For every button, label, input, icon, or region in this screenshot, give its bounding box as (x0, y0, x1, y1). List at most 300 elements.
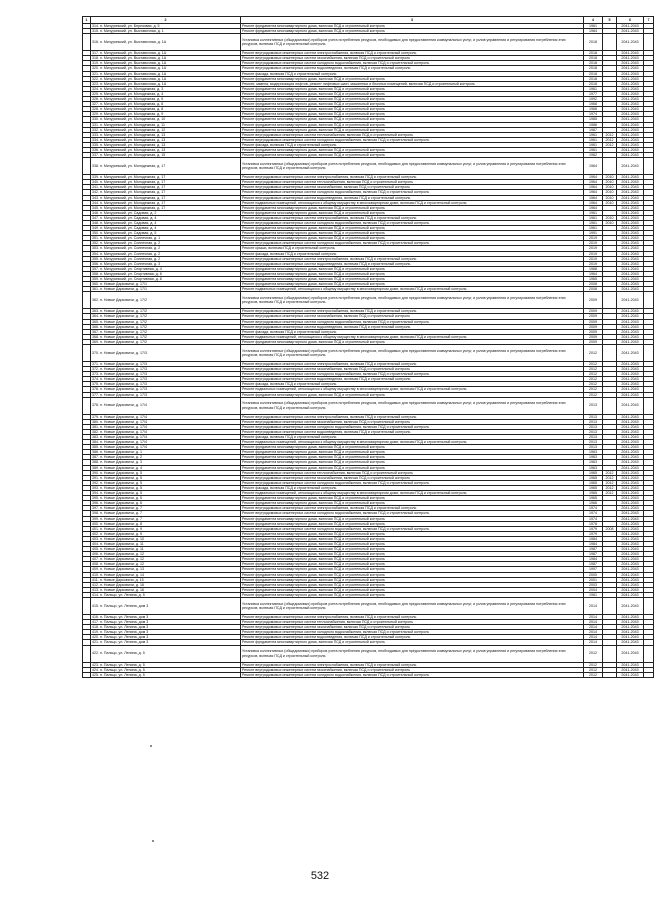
address-cell: 329. п. Мичуринский, ул. Молодежная, д. 9 (91, 112, 241, 117)
address-cell: 354. п. Мичуринский, ул. Солнечная, д. 2 (91, 251, 241, 256)
address-cell: 387. п. Новые Дарковичи, д. 2 (91, 455, 241, 460)
row-marker (83, 397, 91, 414)
build-year-cell: 2012 (584, 382, 603, 387)
address-cell: 331. п. Мичуринский, ул. Молодежная, д. 11 (91, 122, 241, 127)
work-type-cell: Ремонт фундамента многоквартирного дома, включая ПСД и строительный контроль (241, 24, 584, 29)
planned-period-cell: 2041-2043 (617, 414, 644, 419)
planned-period-cell: 2041-2043 (617, 506, 644, 511)
empty-cell (644, 158, 654, 175)
build-year-cell: 1961 (584, 137, 603, 142)
build-year-cell: 1965 (584, 491, 603, 496)
work-type-cell: Ремонт фундамента многоквартирного дома, включая ПСД и строительный контроль (241, 102, 584, 107)
work-type-cell: Ремонт фасада, включая ПСД и строительный контроль (241, 251, 584, 256)
work-type-cell: Ремонт внутридомовых инженерных систем газоснабжения, включая ПСД и строительный контроль (241, 185, 584, 190)
work-type-cell: Ремонт фундамента многоквартирного дома, включая ПСД и строительный контроль (241, 541, 584, 546)
planned-period-cell: 2041-2043 (617, 557, 644, 562)
last-repair-year-cell: 2010 (603, 221, 617, 226)
work-type-cell: Ремонт внутридомовых инженерных систем холодного водоснабжения, включая ПСД и строительный контроль (241, 424, 584, 429)
planned-period-cell: 2041-2043 (617, 221, 644, 226)
last-repair-year-cell (603, 158, 617, 175)
scan-speck (150, 745, 152, 747)
last-repair-year-cell: 2010 (603, 200, 617, 205)
planned-period-cell: 2041-2043 (617, 392, 644, 397)
address-cell: 395. п. Новые Дарковичи, д. 5 (91, 496, 241, 501)
work-type-cell: Ремонт фундамента многоквартирного дома, включая ПСД и строительный контроль (241, 392, 584, 397)
table-row (83, 344, 654, 361)
work-type-cell: Установка коллективных (общедомовых) приборов учета потребления ресурсов, необходимых для предоставления коммунальных услуг, и узлов управления и регулирования потребления этих ресурсов, включая ПСД и строительный контроль (241, 645, 584, 662)
address-cell: 411. п. Новые Дарковичи, д. 15 (91, 577, 241, 582)
header-col-6: 6 (617, 17, 644, 24)
empty-cell (644, 344, 654, 361)
build-year-cell: 1961 (584, 592, 603, 597)
build-year-cell: 1986 (584, 122, 603, 127)
planned-period-cell: 2041-2043 (617, 102, 644, 107)
planned-period-cell: 2041-2043 (617, 34, 644, 51)
address-cell: 365. п. Новые Дарковичи, д. 17/2 (91, 319, 241, 324)
planned-period-cell: 2041-2043 (617, 630, 644, 635)
address-cell: 417. п. Пальцо, ул. Ленина, дом 3 (91, 620, 241, 625)
build-year-cell: 2000 (584, 572, 603, 577)
work-type-cell: Ремонт внутридомовых инженерных систем газоснабжения, включая ПСД и строительный контроль (241, 367, 584, 372)
last-repair-year-cell: 2012 (603, 480, 617, 485)
planned-period-cell: 2041-2043 (617, 475, 644, 480)
table-row (83, 34, 654, 51)
planned-period-cell: 2041-2043 (617, 501, 644, 506)
build-year-cell: 2019 (584, 236, 603, 241)
build-year-cell: 1965 (584, 485, 603, 490)
address-cell: 367. п. Новые Дарковичи, д. 17/2 (91, 329, 241, 334)
address-cell: 317. п. Мичуринский, ул. Выставочная, д. 1А (91, 51, 241, 56)
empty-cell (644, 397, 654, 414)
header-col-5: 5 (603, 17, 617, 24)
address-cell: 406. п. Новые Дарковичи, д. 12 (91, 552, 241, 557)
address-cell: 344. п. Мичуринский, ул. Молодежная, д. 17 (91, 200, 241, 205)
build-year-cell: 1965 (584, 480, 603, 485)
planned-period-cell: 2041-2043 (617, 470, 644, 475)
address-cell: 393. п. Новые Дарковичи, д. 5 (91, 485, 241, 490)
build-year-cell: 1968 (584, 266, 603, 271)
build-year-cell: 2012 (584, 667, 603, 672)
address-cell: 382. п. Новые Дарковичи, д. 17/4 (91, 429, 241, 434)
last-repair-year-cell (603, 344, 617, 361)
work-type-cell: Ремонт внутридомовых инженерных систем холодного водоснабжения, включая ПСД и строительный контроль (241, 511, 584, 516)
build-year-cell: 2014 (584, 640, 603, 645)
planned-period-cell: 2041-2043 (617, 531, 644, 536)
build-year-cell: 1985 (584, 117, 603, 122)
work-type-cell: Ремонт подвальных помещений, относящихся к общему имуществу в многоквартирном доме, включая ПСД и строительный контроль (241, 440, 584, 445)
build-year-cell: 2009 (584, 314, 603, 319)
work-type-cell: Ремонт фундамента многоквартирного дома, включая ПСД и строительный контроль (241, 127, 584, 132)
work-type-cell: Ремонт внутридомовых инженерных систем водоотведения, включая ПСД и строительный контроль (241, 195, 584, 200)
address-cell: 394. п. Новые Дарковичи, д. 5 (91, 491, 241, 496)
planned-period-cell: 2041-2043 (617, 107, 644, 112)
row-marker (83, 645, 91, 662)
address-cell: 377. п. Новые Дарковичи, д. 17/3 (91, 392, 241, 397)
address-cell: 409. п. Новые Дарковичи, д. 13 (91, 567, 241, 572)
planned-period-cell: 2041-2043 (617, 480, 644, 485)
address-cell: 407. п. Новые Дарковичи, д. 12 (91, 557, 241, 562)
work-type-cell: Ремонт фундамента многоквартирного дома, включая ПСД и строительный контроль (241, 496, 584, 501)
address-cell: 330. п. Мичуринский, ул. Молодежная, д. 10 (91, 117, 241, 122)
planned-period-cell: 2041-2043 (617, 367, 644, 372)
work-type-cell: Ремонт внутридомовых инженерных систем электроснабжения, включая ПСД и строительный контроль (241, 175, 584, 180)
build-year-cell: 1974 (584, 506, 603, 511)
planned-period-cell: 2041-2043 (617, 592, 644, 597)
scan-speck (152, 840, 154, 842)
last-repair-year-cell: 2012 (603, 137, 617, 142)
address-cell: 375. п. Новые Дарковичи, д. 17/3 (91, 382, 241, 387)
planned-period-cell: 2041-2043 (617, 324, 644, 329)
work-type-cell: Ремонт фундамента многоквартирного дома, включая ПСД и строительный контроль (241, 277, 584, 282)
build-year-cell: 2013 (584, 429, 603, 434)
address-cell: 356. п. Мичуринский, ул. Солнечная, д. 3 (91, 261, 241, 266)
planned-period-cell: 2041-2043 (617, 424, 644, 429)
address-cell: 413. п. Новые Дарковичи, д. 16 (91, 587, 241, 592)
header-row (83, 17, 654, 24)
address-cell: 316. п. Мичуринский, ул. Выставочная, д. 1А (91, 34, 241, 51)
build-year-cell: 1984 (584, 557, 603, 562)
work-type-cell: Ремонт подвальных помещений, относящихся к общему имуществу в многоквартирном доме, включая ПСД и строительный контроль (241, 387, 584, 392)
planned-period-cell: 2041-2043 (617, 277, 644, 282)
last-repair-year-cell: 2010 (603, 195, 617, 200)
row-marker (83, 344, 91, 361)
planned-period-cell: 2041-2043 (617, 137, 644, 142)
address-cell: 321. п. Мичуринский, ул. Выставочная, д. 1А (91, 71, 241, 76)
address-cell: 390. п. Новые Дарковичи, д. 5 (91, 470, 241, 475)
address-cell: 332. п. Мичуринский, ул. Молодежная, д. 12 (91, 127, 241, 132)
work-type-cell: Ремонт внутридомовых инженерных систем холодного водоснабжения, включая ПСД и строительный контроль (241, 526, 584, 531)
planned-period-cell: 2041-2043 (617, 81, 644, 86)
address-cell: 351. п. Мичуринский, ул. Солнечная, д. 1 (91, 236, 241, 241)
build-year-cell: 2009 (584, 329, 603, 334)
work-type-cell: Ремонт фасада, включая ПСД и строительный контроль (241, 71, 584, 76)
work-type-cell: Ремонт фундамента многоквартирного дома, включая ПСД и строительный контроль (241, 572, 584, 577)
work-type-cell: Ремонт внутридомовых инженерных систем теплоснабжения, включая ПСД и строительный контроль (241, 180, 584, 185)
build-year-cell: 1978 (584, 521, 603, 526)
last-repair-year-cell (603, 672, 617, 677)
build-year-cell: 1991 (584, 231, 603, 236)
planned-period-cell: 2041-2043 (617, 185, 644, 190)
work-type-cell: Ремонт фундамента многоквартирного дома, включая ПСД и строительный контроль (241, 450, 584, 455)
table-body (83, 24, 654, 678)
planned-period-cell: 2041-2043 (617, 450, 644, 455)
address-cell: 425. п. Пальцо, ул. Ленина, д. 5 (91, 672, 241, 677)
work-type-cell: Ремонт внутридомовых инженерных систем холодного водоснабжения, включая ПСД и строительный контроль (241, 630, 584, 635)
work-type-cell: Ремонт фундамента многоквартирного дома, включая ПСД и строительный контроль (241, 531, 584, 536)
planned-period-cell: 2041-2043 (617, 117, 644, 122)
last-repair-year-cell: 2010 (603, 185, 617, 190)
work-type-cell: Ремонт внутридомовых инженерных систем холодного водоснабжения, включая ПСД и строительный контроль (241, 241, 584, 246)
planned-period-cell: 2041-2043 (617, 334, 644, 339)
build-year-cell: 2012 (584, 672, 603, 677)
address-cell: 326. п. Мичуринский, ул. Молодежная, д. 5 (91, 97, 241, 102)
build-year-cell: 1964 (584, 271, 603, 276)
build-year-cell: 1961 (584, 132, 603, 137)
build-year-cell: 2014 (584, 620, 603, 625)
planned-period-cell: 2041-2043 (617, 261, 644, 266)
work-type-cell: Ремонт фундамента многоквартирного дома, включая ПСД и строительный контроль (241, 577, 584, 582)
build-year-cell: 2012 (584, 372, 603, 377)
address-cell: 339. п. Мичуринский, ул. Молодежная, д. 17 (91, 175, 241, 180)
row-marker (83, 158, 91, 175)
address-cell: 371. п. Новые Дарковичи, д. 17/3 (91, 361, 241, 366)
address-cell: 400. п. Новые Дарковичи, д. 8 (91, 521, 241, 526)
address-cell: 349. п. Мичуринский, ул. Садовая, д. 4 (91, 226, 241, 231)
work-type-cell: Ремонт фундамента многоквартирного дома, включая ПСД и строительный контроль (241, 557, 584, 562)
planned-period-cell: 2041-2043 (617, 266, 644, 271)
build-year-cell: 2009 (584, 334, 603, 339)
empty-cell (644, 292, 654, 309)
work-type-cell: Ремонт фундамента многоквартирного дома, включая ПСД и строительный контроль (241, 445, 584, 450)
planned-period-cell: 2041-2043 (617, 536, 644, 541)
work-type-cell: Ремонт подвальных помещений, относящихся к общему имуществу в многоквартирном доме, включая ПСД и строительный контроль (241, 491, 584, 496)
address-cell: 363. п. Новые Дарковичи, д. 17/2 (91, 309, 241, 314)
work-type-cell: Ремонт внутридомовых инженерных систем холодного водоснабжения, включая ПСД и строительный контроль (241, 190, 584, 195)
last-repair-year-cell (603, 292, 617, 309)
build-year-cell: 2008 (584, 287, 603, 292)
planned-period-cell: 2041-2043 (617, 598, 644, 615)
build-year-cell: 1961 (584, 215, 603, 220)
planned-period-cell: 2041-2043 (617, 445, 644, 450)
address-cell: 364. п. Новые Дарковичи, д. 17/2 (91, 314, 241, 319)
address-cell: 358. п. Мичуринский, ул. Спортивная, д. 6 (91, 271, 241, 276)
address-cell: 401. п. Новые Дарковичи, д. 9 (91, 526, 241, 531)
build-year-cell: 2018 (584, 61, 603, 66)
planned-period-cell: 2041-2043 (617, 567, 644, 572)
address-cell: 334. п. Мичуринский, ул. Молодежная, д. 13 (91, 137, 241, 142)
build-year-cell: 1965 (584, 496, 603, 501)
work-type-cell: Ремонт внутридомовых инженерных систем электроснабжения, включая ПСД и строительный контроль (241, 361, 584, 366)
planned-period-cell: 2041-2043 (617, 635, 644, 640)
address-cell: 366. п. Новые Дарковичи, д. 17/2 (91, 324, 241, 329)
work-type-cell: Ремонт фундамента многоквартирного дома, включая ПСД и строительный контроль (241, 455, 584, 460)
work-type-cell: Ремонт внутридомовых инженерных систем газоснабжения, включая ПСД и строительный контроль (241, 56, 584, 61)
build-year-cell: 2008 (584, 282, 603, 287)
last-repair-year-cell: 2012 (603, 491, 617, 496)
build-year-cell: 2018 (584, 51, 603, 56)
planned-period-cell: 2041-2043 (617, 76, 644, 81)
planned-period-cell: 2041-2043 (617, 158, 644, 175)
build-year-cell: 1987 (584, 547, 603, 552)
build-year-cell: 1964 (584, 180, 603, 185)
address-cell: 392. п. Новые Дарковичи, д. 5 (91, 480, 241, 485)
address-cell: 338. п. Мичуринский, ул. Молодежная, д. 17 (91, 158, 241, 175)
build-year-cell: 2012 (584, 344, 603, 361)
work-type-cell: Ремонт фундамента многоквартирного дома, включая ПСД и строительный контроль (241, 29, 584, 34)
build-year-cell: 1963 (584, 450, 603, 455)
build-year-cell: 2018 (584, 34, 603, 51)
planned-period-cell: 2041-2043 (617, 329, 644, 334)
work-type-cell: Ремонт внутридомовых инженерных систем холодного водоснабжения, включая ПСД и строительный контроль (241, 221, 584, 226)
address-cell: 423. п. Пальцо, ул. Ленина, д. 5 (91, 662, 241, 667)
address-cell: 327. п. Мичуринский, ул. Молодежная, д. 6 (91, 102, 241, 107)
build-year-cell: 2012 (584, 377, 603, 382)
build-year-cell: 2018 (584, 71, 603, 76)
address-cell: 319. п. Мичуринский, ул. Выставочная, д. 1А (91, 61, 241, 66)
planned-period-cell: 2041-2043 (617, 200, 644, 205)
address-cell: 422. п. Пальцо, ул. Ленина, д. 5 (91, 645, 241, 662)
address-cell: 376. п. Новые Дарковичи, д. 17/3 (91, 387, 241, 392)
address-cell: 403. п. Новые Дарковичи, д. 10 (91, 536, 241, 541)
work-type-cell: Ремонт внутридомовых инженерных систем электроснабжения, включая ПСД и строительный контроль (241, 506, 584, 511)
build-year-cell: 1961 (584, 210, 603, 215)
build-year-cell: 2013 (584, 445, 603, 450)
address-cell: 421. п. Пальцо, ул. Ленина, дом 3 (91, 640, 241, 645)
table-row (83, 672, 654, 677)
planned-period-cell: 2041-2043 (617, 231, 644, 236)
planned-period-cell: 2041-2043 (617, 640, 644, 645)
build-year-cell: 2014 (584, 598, 603, 615)
address-cell: 384. п. Новые Дарковичи, д. 17/4 (91, 440, 241, 445)
build-year-cell: 1979 (584, 526, 603, 531)
build-year-cell: 2018 (584, 56, 603, 61)
work-type-cell: Ремонт фундамента многоквартирного дома, включая ПСД и строительный контроль (241, 552, 584, 557)
planned-period-cell: 2041-2043 (617, 511, 644, 516)
address-cell: 320. п. Мичуринский, ул. Выставочная, д. 1А (91, 66, 241, 71)
address-cell: 322. п. Мичуринский, ул. Выставочная, д. 1А (91, 76, 241, 81)
build-year-cell: 2014 (584, 630, 603, 635)
planned-period-cell: 2041-2043 (617, 180, 644, 185)
work-type-cell: Ремонт внутридомовых инженерных систем водоотведения, включая ПСД и строительный контроль (241, 324, 584, 329)
last-repair-year-cell (603, 598, 617, 615)
planned-period-cell: 2041-2043 (617, 112, 644, 117)
work-type-cell: Ремонт внутридомовых инженерных систем водоотведения, включая ПСД и строительный контроль (241, 429, 584, 434)
address-cell: 314. п. Мичуринский, ул. Березовая, д. 5 (91, 24, 241, 29)
work-type-cell: Ремонт внутридомовых инженерных систем холодного водоснабжения, включая ПСД и строительный контроль (241, 137, 584, 142)
work-type-cell: Ремонт фундамента многоквартирного дома, включая ПСД и строительный контроль (241, 465, 584, 470)
work-type-cell: Ремонт внутридомовых инженерных систем водоотведения, включая ПСД и строительный контроль (241, 377, 584, 382)
planned-period-cell: 2041-2043 (617, 572, 644, 577)
address-cell: 378. п. Новые Дарковичи, д. 17/4 (91, 397, 241, 414)
address-cell: 336. п. Мичуринский, ул. Молодежная, д. 13 (91, 147, 241, 152)
work-type-cell: Ремонт внутридомовых инженерных систем водоотведения, включая ПСД и строительный контроль (241, 635, 584, 640)
build-year-cell: 2018 (584, 76, 603, 81)
work-type-cell: Ремонт внутридомовых инженерных систем газоснабжения, включая ПСД и строительный контроль (241, 475, 584, 480)
header-col-7: 7 (644, 17, 654, 24)
build-year-cell: 2001 (584, 577, 603, 582)
build-year-cell: 1984 (584, 536, 603, 541)
planned-period-cell: 2041-2043 (617, 246, 644, 251)
work-type-cell: Ремонт фундамента многоквартирного дома, включая ПСД и строительный контроль (241, 117, 584, 122)
work-type-cell: Ремонт фундамента многоквартирного дома, включая ПСД и строительный контроль (241, 97, 584, 102)
address-cell: 347. п. Мичуринский, ул. Садовая, д. 4 (91, 215, 241, 220)
planned-period-cell: 2041-2043 (617, 236, 644, 241)
work-type-cell: Ремонт фундамента многоквартирного дома, включая ПСД и строительный контроль (241, 562, 584, 567)
work-type-cell: Ремонт фундамента многоквартирного дома, включая ПСД и строительный контроль (241, 282, 584, 287)
build-year-cell: 1964 (584, 190, 603, 195)
address-cell: 380. п. Новые Дарковичи, д. 17/4 (91, 419, 241, 424)
address-cell: 391. п. Новые Дарковичи, д. 5 (91, 475, 241, 480)
planned-period-cell: 2041-2043 (617, 251, 644, 256)
build-year-cell: 2012 (584, 361, 603, 366)
build-year-cell: 2012 (584, 387, 603, 392)
work-type-cell: Ремонт внутридомовых инженерных систем электроснабжения, включая ПСД и строительный контроль (241, 215, 584, 220)
planned-period-cell: 2041-2043 (617, 24, 644, 29)
row-marker (83, 34, 91, 51)
planned-period-cell: 2041-2043 (617, 460, 644, 465)
work-type-cell: Ремонт внутридомовых инженерных систем электроснабжения, включая ПСД и строительный контроль (241, 414, 584, 419)
build-year-cell: 1966 (584, 501, 603, 506)
address-cell: 355. п. Мичуринский, ул. Солнечная, д. 2 (91, 256, 241, 261)
build-year-cell: 1963 (584, 465, 603, 470)
table-row (83, 645, 654, 662)
planned-period-cell: 2041-2043 (617, 582, 644, 587)
planned-period-cell: 2041-2043 (617, 147, 644, 152)
work-type-cell: Ремонт подвальных помещений, относящихся к общему имуществу в многоквартирном доме, включая ПСД и строительный контроль (241, 287, 584, 292)
address-cell: 324. п. Мичуринский, ул. Молодежная, д. 3 (91, 86, 241, 91)
work-type-cell: Ремонт фундамента многоквартирного дома, включая ПСД и строительный контроль (241, 205, 584, 210)
work-type-cell: Установка коллективных (общедомовых) приборов учета потребления ресурсов, необходимых для предоставления коммунальных услуг, и узлов управления и регулирования потребления этих ресурсов, включая ПСД и строительный контроль (241, 397, 584, 414)
address-cell: 379. п. Новые Дарковичи, д. 17/4 (91, 414, 241, 419)
build-year-cell: 2003 (584, 582, 603, 587)
planned-period-cell: 2041-2043 (617, 562, 644, 567)
planned-period-cell: 2041-2043 (617, 127, 644, 132)
work-type-cell: Ремонт фундамента многоквартирного дома, включая ПСД и строительный контроль (241, 536, 584, 541)
work-type-cell: Ремонт внутридомовых инженерных систем газоснабжения, включая ПСД и строительный контроль (241, 667, 584, 672)
last-repair-year-cell (603, 645, 617, 662)
address-cell: 350. п. Мичуринский, ул. Садовая, д. 5 (91, 231, 241, 236)
planned-period-cell: 2041-2043 (617, 153, 644, 158)
address-cell: 372. п. Новые Дарковичи, д. 17/3 (91, 367, 241, 372)
planned-period-cell: 2041-2043 (617, 521, 644, 526)
last-repair-year-cell: 2012 (603, 132, 617, 137)
planned-period-cell: 2041-2043 (617, 397, 644, 414)
build-year-cell: 1961 (584, 147, 603, 152)
build-year-cell: 1964 (584, 195, 603, 200)
work-type-cell: Ремонт внутридомовых инженерных систем электроснабжения, включая ПСД и строительный контроль (241, 615, 584, 620)
last-repair-year-cell: 2010 (603, 180, 617, 185)
work-type-cell: Ремонт фундамента многоквартирного дома, включая ПСД и строительный контроль (241, 107, 584, 112)
work-type-cell: Ремонт фундамента многоквартирного дома, включая ПСД и строительный контроль (241, 226, 584, 231)
planned-period-cell: 2041-2043 (617, 455, 644, 460)
work-type-cell: Ремонт фасада, включая ПСД и строительный контроль (241, 382, 584, 387)
build-year-cell: 1964 (584, 158, 603, 175)
work-type-cell: Ремонт внутридомовых инженерных систем теплоснабжения, включая ПСД и строительный контроль (241, 132, 584, 137)
build-year-cell: 1984 (584, 541, 603, 546)
work-type-cell: Ремонт крыши, включая ПСД и строительный контроль (241, 246, 584, 251)
build-year-cell: 2004 (584, 587, 603, 592)
work-type-cell: Ремонт внутридомовых инженерных систем электроснабжения, включая ПСД и строительный контроль (241, 51, 584, 56)
last-repair-year-cell: 2008 (603, 526, 617, 531)
planned-period-cell: 2041-2043 (617, 309, 644, 314)
build-year-cell: 1964 (584, 200, 603, 205)
build-year-cell: 2014 (584, 625, 603, 630)
build-year-cell: 1984 (584, 29, 603, 34)
build-year-cell: 2009 (584, 339, 603, 344)
table-row (83, 598, 654, 615)
work-type-cell: Ремонт внутридомовых инженерных систем электроснабжения, включая ПСД и строительный контроль (241, 256, 584, 261)
work-type-cell: Ремонт фундамента многоквартирного дома, включая ПСД и строительный контроль (241, 147, 584, 152)
planned-period-cell: 2041-2043 (617, 56, 644, 61)
address-cell: 373. п. Новые Дарковичи, д. 17/3 (91, 372, 241, 377)
planned-period-cell: 2041-2043 (617, 672, 644, 677)
build-year-cell: 2009 (584, 292, 603, 309)
build-year-cell: 2013 (584, 440, 603, 445)
work-type-cell: Ремонт фундамента многоквартирного дома, включая ПСД и строительный контроль (241, 567, 584, 572)
address-cell: 396. п. Новые Дарковичи, д. 6 (91, 501, 241, 506)
planned-period-cell: 2041-2043 (617, 339, 644, 344)
build-year-cell: 1965 (584, 470, 603, 475)
address-cell: 346. п. Мичуринский, ул. Садовая, д. 2 (91, 210, 241, 215)
address-cell: 416. п. Пальцо, ул. Ленина, дом 3 (91, 615, 241, 620)
last-repair-year-cell: 2010 (603, 215, 617, 220)
build-year-cell: 2019 (584, 261, 603, 266)
planned-period-cell: 2041-2043 (617, 429, 644, 434)
build-year-cell: 2018 (584, 81, 603, 86)
address-cell: 399. п. Новые Дарковичи, д. 7 (91, 516, 241, 521)
address-cell: 340. п. Мичуринский, ул. Молодежная, д. 17 (91, 180, 241, 185)
build-year-cell: 1968 (584, 107, 603, 112)
